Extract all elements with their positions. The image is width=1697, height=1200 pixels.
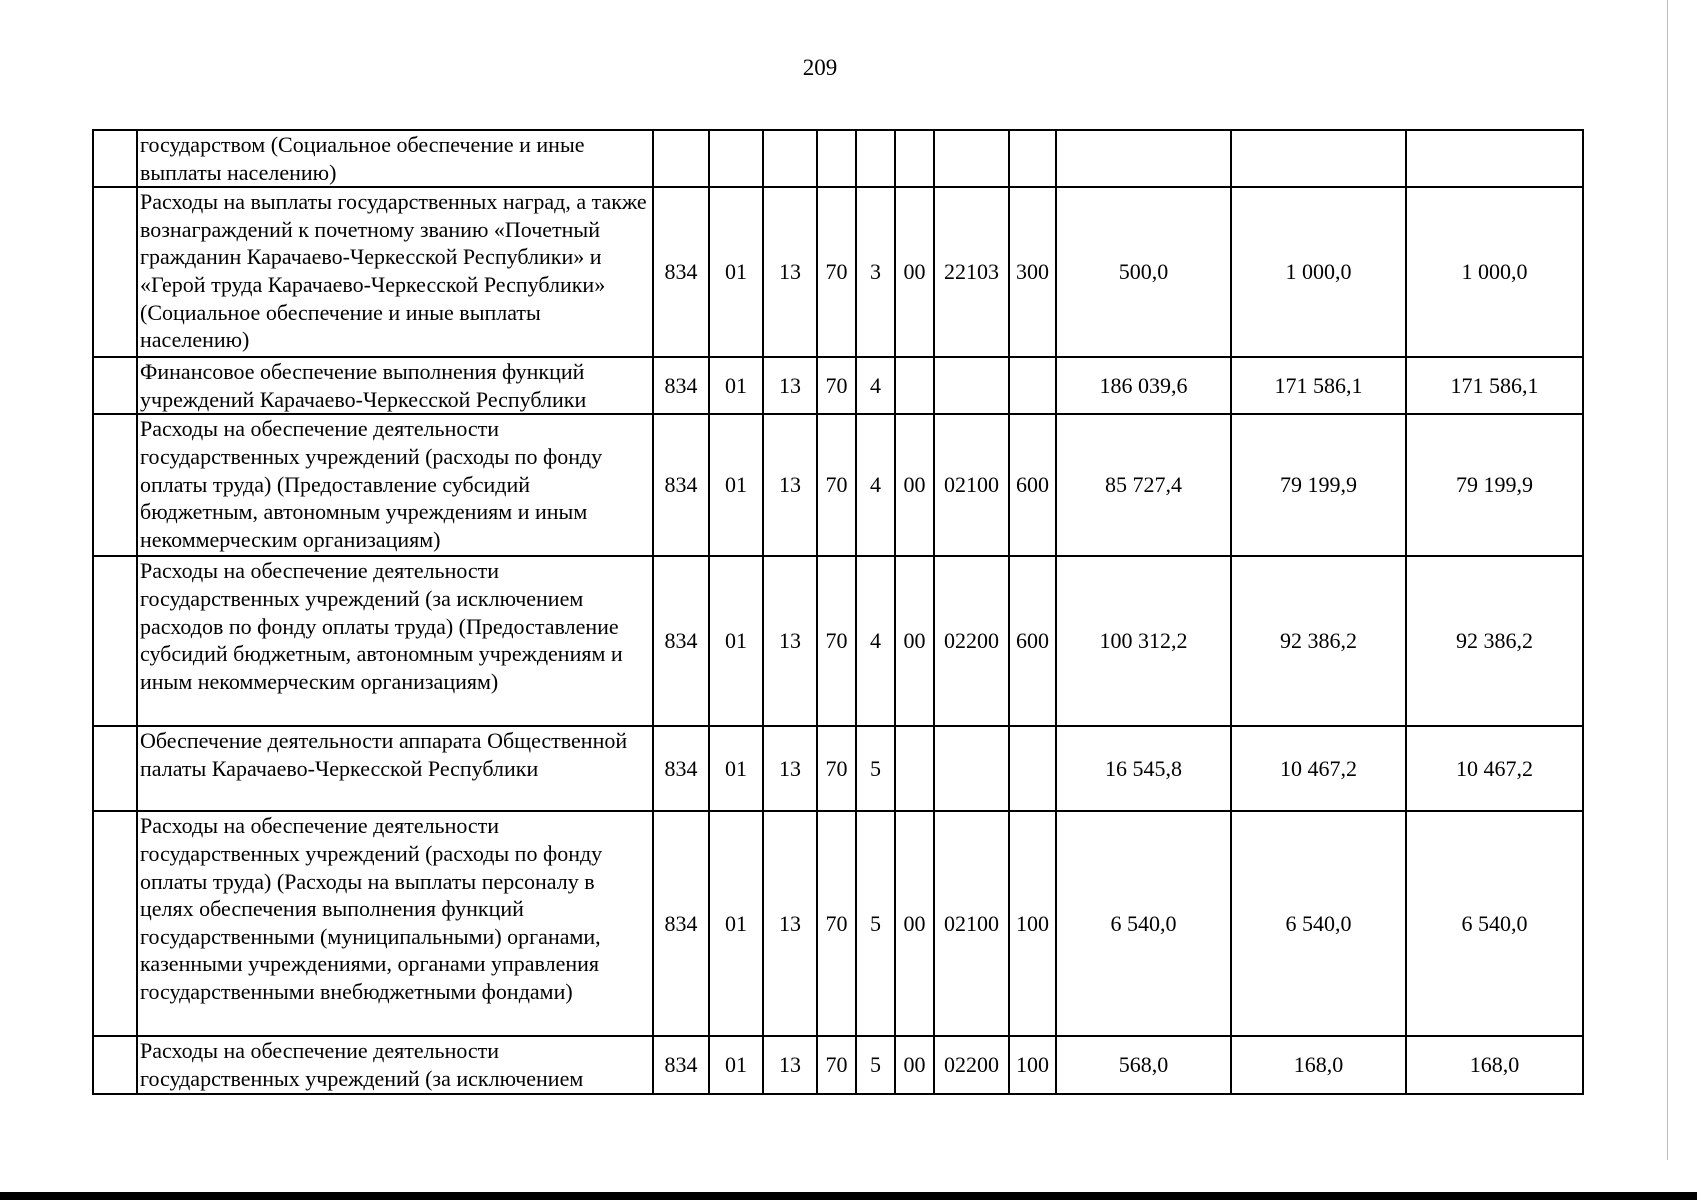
cell-col7: 02200 [934, 1036, 1009, 1093]
cell-col3: 13 [763, 414, 817, 556]
cell-col3: 13 [763, 556, 817, 726]
cell-col6: 00 [895, 187, 934, 357]
table-row [93, 1036, 1583, 1093]
cell-sum3: 168,0 [1406, 1036, 1583, 1093]
cell-col4: 70 [817, 811, 856, 1036]
cell-sum2: 10 467,2 [1231, 726, 1406, 811]
cell-sum3: 1 000,0 [1406, 187, 1583, 357]
cell-sum1 [1056, 130, 1231, 187]
cell-sum3: 92 386,2 [1406, 556, 1583, 726]
cell-col3: 13 [763, 726, 817, 811]
cell-col8: 100 [1009, 1036, 1056, 1093]
row-index-cell [93, 556, 137, 726]
cell-col8 [1009, 726, 1056, 811]
row-description: Расходы на выплаты государственных наград, а также вознаграждений к почетному званию «Почетный гражданин Карачаево-Черкесской Республики» и «Герой труда Карачаево-Черкесской Республики» (Социальное обеспечение и иные выплаты населению) [137, 187, 653, 357]
cell-col5: 5 [856, 811, 895, 1036]
cell-col4: 70 [817, 1036, 856, 1093]
cell-col8: 600 [1009, 556, 1056, 726]
cell-sum2: 1 000,0 [1231, 187, 1406, 357]
table-row [93, 811, 1583, 1036]
cell-col3 [763, 130, 817, 187]
row-index-cell [93, 414, 137, 556]
cell-col2: 01 [709, 187, 763, 357]
scan-margin-line [1667, 0, 1668, 1160]
cell-col1: 834 [653, 357, 709, 414]
cell-col6: 00 [895, 1036, 934, 1093]
row-description: Расходы на обеспечение деятельности государственных учреждений (расходы по фонду оплаты труда) (Предоставление субсидий бюджетным, автономным учреждениям и иным некоммерческим организациям) [137, 414, 653, 556]
cell-col3: 13 [763, 1036, 817, 1093]
cell-col7 [934, 130, 1009, 187]
row-description: Обеспечение деятельности аппарата Общественной палаты Карачаево-Черкесской Республики [137, 726, 653, 811]
cell-sum2: 168,0 [1231, 1036, 1406, 1093]
cell-col7: 22103 [934, 187, 1009, 357]
cell-col6: 00 [895, 414, 934, 556]
cell-col5: 5 [856, 1036, 895, 1093]
cell-col7 [934, 357, 1009, 414]
row-index-cell [93, 357, 137, 414]
cell-col4: 70 [817, 556, 856, 726]
cell-col5: 4 [856, 556, 895, 726]
row-index-cell [93, 130, 137, 187]
budget-table [92, 129, 1584, 1095]
row-description: государством (Социальное обеспечение и иные выплаты населению) [137, 130, 653, 187]
table-row [93, 414, 1583, 556]
cell-col2: 01 [709, 357, 763, 414]
cell-sum2: 6 540,0 [1231, 811, 1406, 1036]
cell-col2: 01 [709, 414, 763, 556]
cell-col1: 834 [653, 1036, 709, 1093]
cell-col5: 5 [856, 726, 895, 811]
cell-sum3: 171 586,1 [1406, 357, 1583, 414]
cell-col6 [895, 726, 934, 811]
scan-bottom-edge [0, 1192, 1697, 1200]
cell-col8: 100 [1009, 811, 1056, 1036]
cell-col6: 00 [895, 556, 934, 726]
row-description: Финансовое обеспечение выполнения функций учреждений Карачаево-Черкесской Республики [137, 357, 653, 414]
cell-col2: 01 [709, 811, 763, 1036]
cell-col1 [653, 130, 709, 187]
cell-col5 [856, 130, 895, 187]
cell-col4 [817, 130, 856, 187]
cell-sum3 [1406, 130, 1583, 187]
cell-col1: 834 [653, 187, 709, 357]
row-index-cell [93, 187, 137, 357]
cell-col4: 70 [817, 187, 856, 357]
cell-col7: 02100 [934, 414, 1009, 556]
cell-col7: 02100 [934, 811, 1009, 1036]
row-description: Расходы на обеспечение деятельности государственных учреждений (расходы по фонду оплаты труда) (Расходы на выплаты персоналу в целях обеспечения выполнения функций государственными (муниципальными) органами, казенными учреждениями, органами управления государственными внебюджетными фондами) [137, 811, 653, 1036]
cell-col3: 13 [763, 187, 817, 357]
cell-sum1: 500,0 [1056, 187, 1231, 357]
cell-col6 [895, 130, 934, 187]
cell-col2: 01 [709, 556, 763, 726]
cell-sum1: 186 039,6 [1056, 357, 1231, 414]
cell-col6: 00 [895, 811, 934, 1036]
table-row [93, 556, 1583, 726]
cell-col5: 4 [856, 414, 895, 556]
cell-col1: 834 [653, 414, 709, 556]
cell-sum1: 6 540,0 [1056, 811, 1231, 1036]
cell-sum3: 79 199,9 [1406, 414, 1583, 556]
cell-col3: 13 [763, 357, 817, 414]
cell-sum2: 92 386,2 [1231, 556, 1406, 726]
row-index-cell [93, 1036, 137, 1093]
cell-sum3: 6 540,0 [1406, 811, 1583, 1036]
cell-sum1: 100 312,2 [1056, 556, 1231, 726]
cell-col8 [1009, 130, 1056, 187]
cell-col7 [934, 726, 1009, 811]
row-index-cell [93, 726, 137, 811]
cell-sum1: 568,0 [1056, 1036, 1231, 1093]
cell-col2: 01 [709, 1036, 763, 1093]
cell-sum1: 16 545,8 [1056, 726, 1231, 811]
cell-sum2: 171 586,1 [1231, 357, 1406, 414]
cell-col1: 834 [653, 556, 709, 726]
cell-col2: 01 [709, 726, 763, 811]
cell-col5: 4 [856, 357, 895, 414]
cell-col8 [1009, 357, 1056, 414]
cell-col4: 70 [817, 726, 856, 811]
row-description: Расходы на обеспечение деятельности государственных учреждений (за исключением [137, 1036, 653, 1093]
cell-sum3: 10 467,2 [1406, 726, 1583, 811]
cell-col4: 70 [817, 357, 856, 414]
cell-col1: 834 [653, 811, 709, 1036]
cell-sum2: 79 199,9 [1231, 414, 1406, 556]
cell-col1: 834 [653, 726, 709, 811]
cell-col7: 02200 [934, 556, 1009, 726]
row-index-cell [93, 811, 137, 1036]
table-row [93, 130, 1583, 187]
page-number: 209 [802, 55, 838, 80]
cell-sum2 [1231, 130, 1406, 187]
table-row [93, 187, 1583, 357]
cell-col8: 600 [1009, 414, 1056, 556]
table-row [93, 726, 1583, 811]
cell-col5: 3 [856, 187, 895, 357]
row-description: Расходы на обеспечение деятельности государственных учреждений (за исключением расходов по фонду оплаты труда) (Предоставление субсидий бюджетным, автономным учреждениям и иным некоммерческим организациям) [137, 556, 653, 726]
table-row [93, 357, 1583, 414]
cell-col3: 13 [763, 811, 817, 1036]
cell-col4: 70 [817, 414, 856, 556]
cell-col8: 300 [1009, 187, 1056, 357]
cell-col2 [709, 130, 763, 187]
cell-sum1: 85 727,4 [1056, 414, 1231, 556]
cell-col6 [895, 357, 934, 414]
